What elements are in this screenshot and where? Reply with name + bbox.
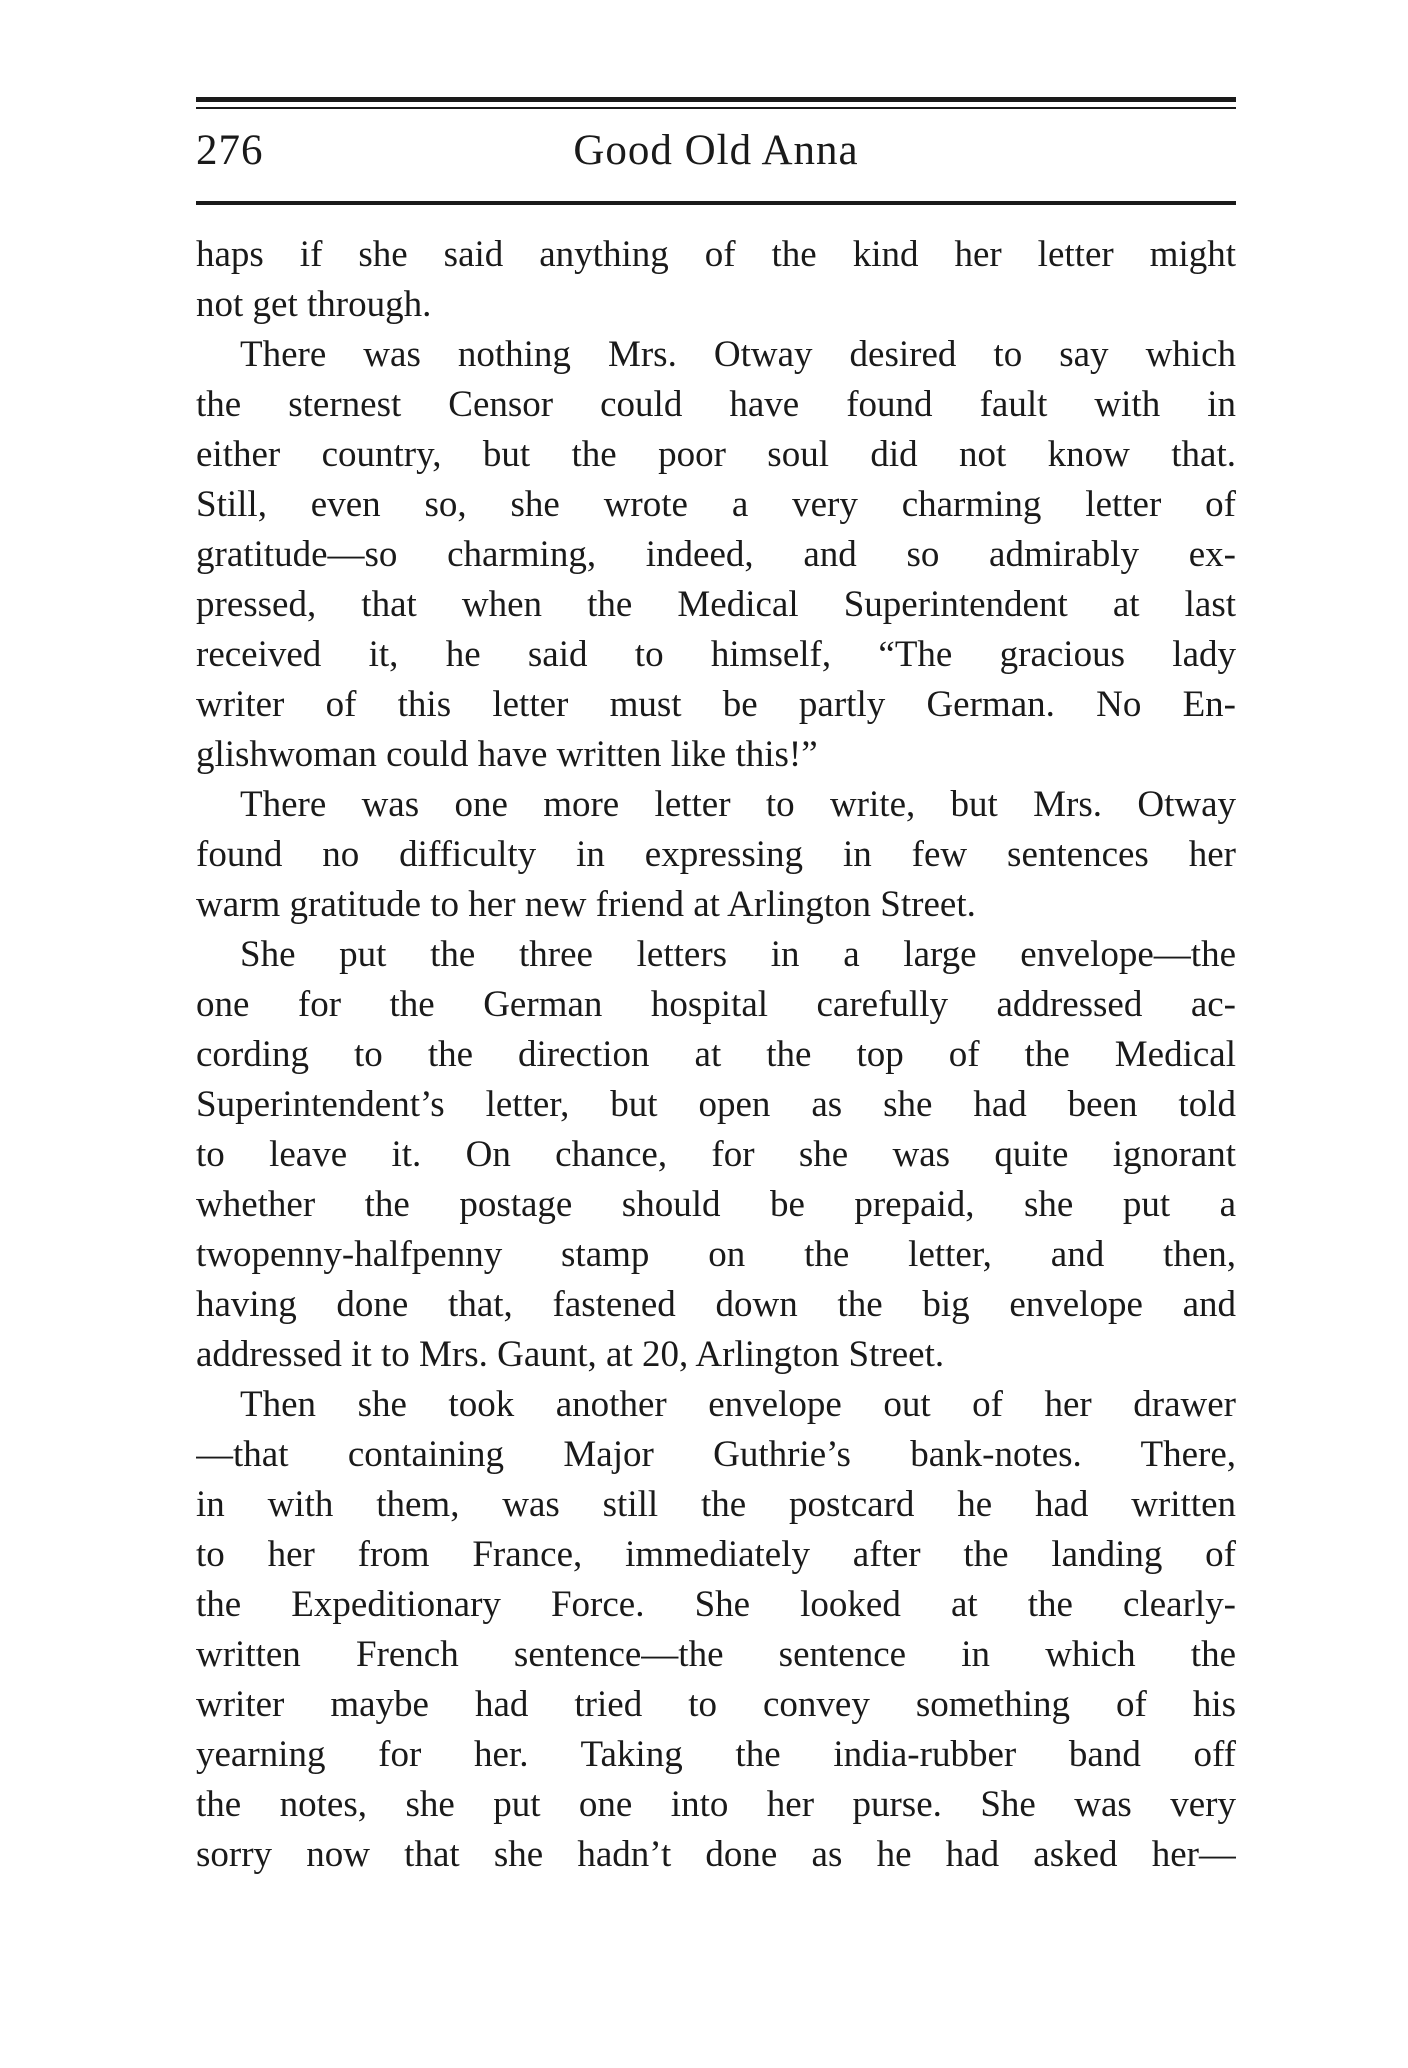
text-line: not get through. (196, 284, 432, 325)
text-line: written French sentence—the sentence in which the (196, 1634, 1236, 1675)
header-rule-top (196, 97, 1236, 102)
text-line: having done that, fastened down the big envelope and (196, 1284, 1236, 1325)
text-line: one for the German hospital carefully addressed ac- (196, 984, 1236, 1025)
text-line: There was nothing Mrs. Otway desired to say which (240, 334, 1236, 375)
text-line: glishwoman could have written like this!” (196, 734, 818, 775)
text-line: twopenny-halfpenny stamp on the letter, and then, (196, 1234, 1236, 1275)
text-line: sorry now that she hadn’t done as he had asked her— (196, 1834, 1236, 1875)
text-line: cording to the direction at the top of the Medical (196, 1034, 1236, 1075)
text-line: There was one more letter to write, but Mrs. Otway (240, 784, 1236, 825)
text-line: Superintendent’s letter, but open as she had been told (196, 1084, 1236, 1125)
text-line: Still, even so, she wrote a very charming letter of (196, 484, 1236, 525)
running-head (196, 126, 1236, 186)
text-line: to her from France, immediately after the landing of (196, 1534, 1236, 1575)
text-line: addressed it to Mrs. Gaunt, at 20, Arlington Street. (196, 1334, 945, 1375)
text-line: in with them, was still the postcard he had written (196, 1484, 1236, 1525)
header-rule-top-thin (196, 107, 1236, 109)
text-line: either country, but the poor soul did not know that. (196, 434, 1236, 475)
text-line: the notes, she put one into her purse. She was very (196, 1784, 1236, 1825)
running-title: Good Old Anna (573, 127, 859, 174)
text-line: the sternest Censor could have found fault with in (196, 384, 1236, 425)
text-line: yearning for her. Taking the india-rubber band off (196, 1734, 1236, 1775)
text-line: found no difficulty in expressing in few sentences her (196, 834, 1236, 875)
text-line: —that containing Major Guthrie’s bank-notes. There, (196, 1434, 1236, 1475)
text-line: haps if she said anything of the kind her letter might (196, 234, 1236, 275)
text-line: warm gratitude to her new friend at Arlington Street. (196, 884, 976, 925)
text-line: writer of this letter must be partly German. No En- (196, 684, 1236, 725)
page-number: 276 (196, 127, 264, 174)
text-line: gratitude—so charming, indeed, and so admirably ex- (196, 534, 1236, 575)
text-line: received it, he said to himself, “The gracious lady (196, 634, 1236, 675)
text-line: to leave it. On chance, for she was quite ignorant (196, 1134, 1236, 1175)
text-line: writer maybe had tried to convey something of his (196, 1684, 1236, 1725)
header-rule-bottom (196, 201, 1236, 205)
body-text (196, 230, 1236, 1880)
text-line: the Expeditionary Force. She looked at the clearly- (196, 1584, 1236, 1625)
text-line: pressed, that when the Medical Superintendent at last (196, 584, 1236, 625)
text-line: She put the three letters in a large envelope—the (240, 934, 1236, 975)
text-line: whether the postage should be prepaid, she put a (196, 1184, 1236, 1225)
text-line: Then she took another envelope out of her drawer (240, 1384, 1236, 1425)
